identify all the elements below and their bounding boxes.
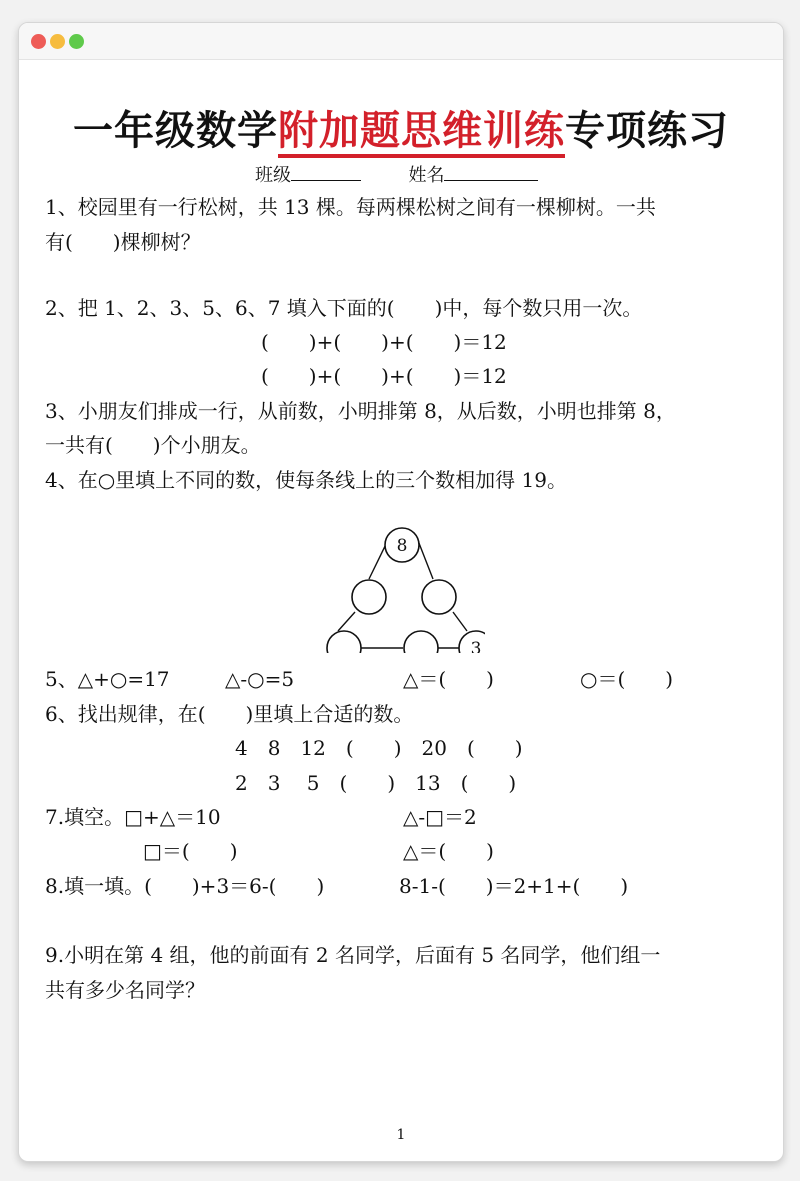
circle-bottom-mid[interactable] [404, 631, 438, 653]
q5-equation-2: △-○=5 [225, 667, 295, 691]
q2-equation-1: ( )+( )+( )＝12 [261, 330, 507, 354]
zoom-window-dot[interactable] [69, 34, 84, 49]
title-part-1: 一年级数学 [73, 108, 278, 154]
circle-bottom-right-value: 3 [470, 639, 482, 653]
left-edge-lower [338, 612, 355, 631]
title-highlight: 附加题思维训练 [278, 108, 565, 158]
q3-line-1: 3、小朋友们排成一行，从前数，小明排第 8，从后数，小明也排第 8， [45, 399, 676, 423]
q7-answer-1: □＝( ) [143, 839, 238, 863]
circle-mid-left[interactable] [352, 580, 386, 614]
q2-equation-2: ( )+( )+( )＝12 [261, 364, 507, 388]
q9-line-1: 9.小明在第 4 组，他的前面有 2 名同学，后面有 5 名同学，他们组一 [45, 943, 661, 967]
q5-answer-2: ○＝( ) [580, 667, 674, 691]
triangle-diagram [305, 503, 485, 653]
class-label: 班级 [255, 165, 291, 186]
q7-answer-2: △＝( ) [403, 839, 494, 863]
circle-bottom-left[interactable] [327, 631, 361, 653]
name-line [255, 161, 538, 187]
q2-line-1: 2、把 1、2、3、5、6、7 填入下面的( )中，每个数只用一次。 [45, 296, 643, 320]
page-number: 1 [396, 1127, 406, 1143]
q5-answer-1: △＝( ) [403, 667, 494, 691]
q1-line-1: 1、校园里有一行松树，共 13 棵。每两棵松树之间有一棵柳树。一共 [45, 195, 656, 219]
name-label: 姓名 [408, 165, 445, 186]
circle-mid-right[interactable] [422, 580, 456, 614]
window-titlebar [19, 23, 783, 60]
page-title [19, 99, 783, 156]
q7-equation-2: △-□＝2 [403, 805, 477, 829]
q6-sequence-1: 4 8 12 ( ) 20 ( ) [235, 736, 523, 760]
q6-line-1: 6、找出规律，在( )里填上合适的数。 [45, 702, 414, 726]
class-blank[interactable] [291, 179, 361, 181]
circle-top-value: 8 [396, 536, 408, 556]
q1-line-2: 有( )棵柳树？ [45, 230, 201, 254]
name-blank[interactable] [444, 179, 538, 181]
document-window [18, 22, 784, 1162]
q5-equation-1: 5、△+○=17 [45, 667, 170, 691]
title-part-2: 专项练习 [565, 108, 729, 154]
q7-equation-1: 7.填空。□+△＝10 [45, 805, 221, 829]
q9-line-2: 共有多少名同学？ [45, 978, 205, 1002]
minimize-window-dot[interactable] [50, 34, 65, 49]
q8-part-2: 8-1-( )＝2+1+( ) [399, 874, 629, 898]
right-edge-lower [453, 612, 467, 631]
q8-part-1: 8.填一填。( )+3＝6-( ) [45, 874, 325, 898]
q3-line-2: 一共有( )个小朋友。 [45, 433, 261, 457]
close-window-dot[interactable] [31, 34, 46, 49]
q4-line-1: 4、在○里填上不同的数，使每条线上的三个数相加得 19。 [45, 468, 567, 492]
q6-sequence-2: 2 3 5 ( ) 13 ( ) [235, 771, 517, 795]
